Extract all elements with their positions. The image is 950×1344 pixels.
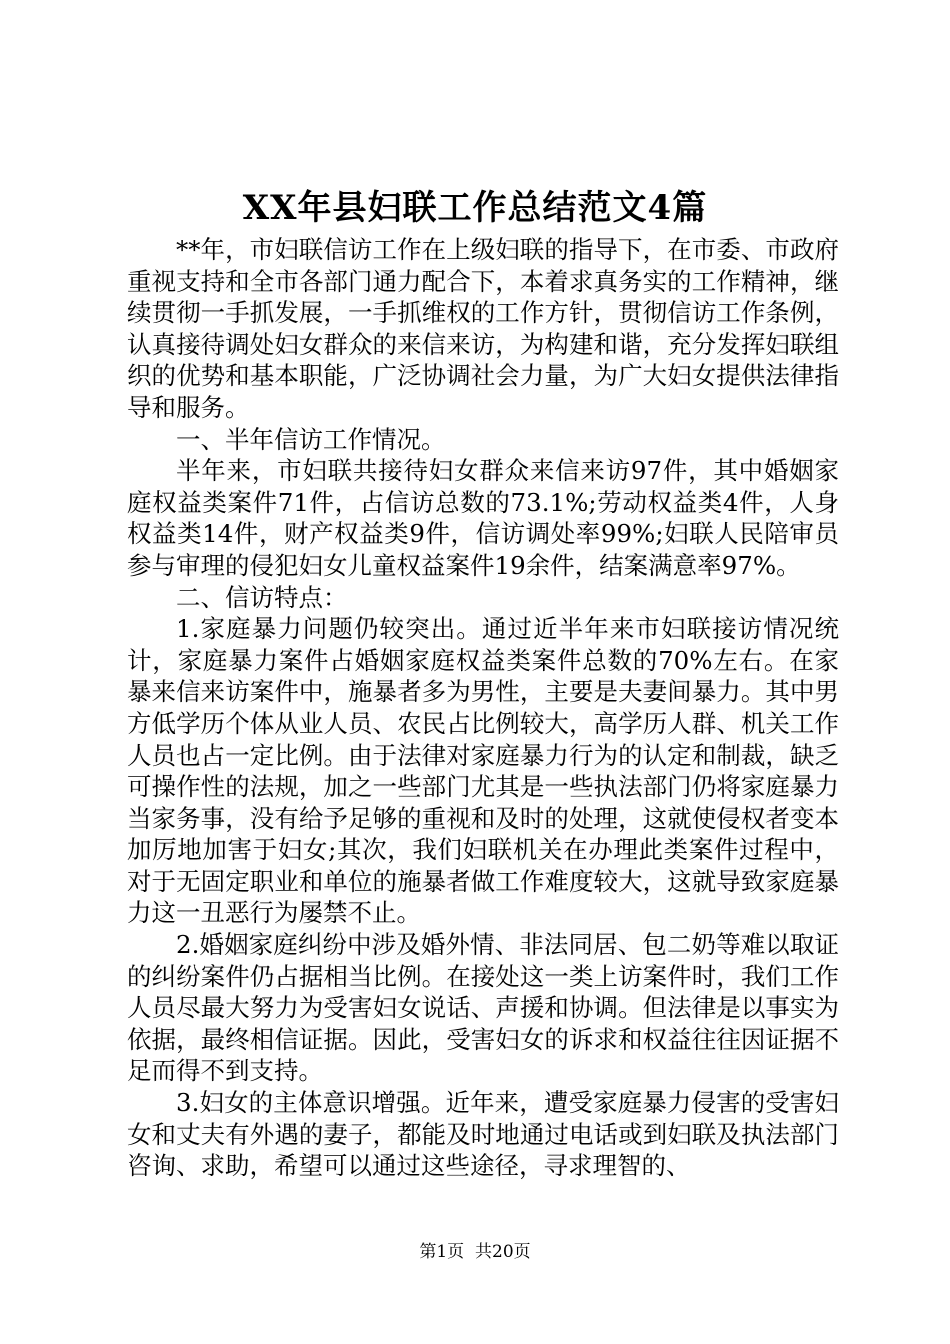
page-footer: [0, 1240, 950, 1264]
point-2-paragraph: 2.婚姻家庭纠纷中涉及婚外情、非法同居、包二奶等难以取证的纠纷案件仍占据相当比例。在接处这一类上访案件时，我们工作人员尽最大努力为受害妇女说话、声援和协调。但法律是以事实为依据，最终相信证据。因此，受害妇女的诉求和权益往往因证据不足而得不到支持。: [127, 930, 839, 1086]
document-body: [127, 234, 839, 1182]
section-heading-1: 一、半年信访工作情况。: [176, 424, 446, 454]
statistics-paragraph: 半年来，市妇联共接待妇女群众来信来访97件，其中婚姻家庭权益类案件71件，占信访总数的73.1%;劳动权益类4件，人身权益类14件，财产权益类9件，信访调处率99%;妇联人民陪审员参与审理的侵犯妇女儿童权益案件19余件，结案满意率97%。: [127, 456, 839, 580]
document-title: XX年县妇联工作总结范文4篇: [242, 188, 708, 228]
page-number: 第1页: [419, 1242, 465, 1262]
total-pages: 共20页: [475, 1242, 531, 1262]
point-1-paragraph: 1.家庭暴力问题仍较突出。通过近半年来市妇联接访情况统计，家庭暴力案件占婚姻家庭权益类案件总数的70%左右。在家暴来信来访案件中，施暴者多为男性，主要是夫妻间暴力。其中男方低学历个体从业人员、农民占比例较大，高学历人群、机关工作人员也占一定比例。由于法律对家庭暴力行为的认定和制裁，缺乏可操作性的法规，加之一些部门尤其是一些执法部门仍将家庭暴力当家务事，没有给予足够的重视和及时的处理，这就使侵权者变本加厉地加害于妇女;其次，我们妇联机关在办理此类案件过程中，对于无固定职业和单位的施暴者做工作难度较大，这就导致家庭暴力这一丑恶行为屡禁不止。: [127, 614, 839, 928]
section-heading-2: 二、信访特点：: [176, 582, 348, 612]
point-3-paragraph: 3.妇女的主体意识增强。近年来，遭受家庭暴力侵害的受害妇女和丈夫有外遇的妻子，都能及时地通过电话或到妇联及执法部门咨询、求助，希望可以通过这些途径，寻求理智的、: [127, 1088, 839, 1181]
intro-paragraph: **年，市妇联信访工作在上级妇联的指导下，在市委、市政府重视支持和全市各部门通力配合下，本着求真务实的工作精神，继续贯彻一手抓发展，一手抓维权的工作方针，贯彻信访工作条例，认真接待调处妇女群众的来信来访，为构建和谐，充分发挥妇联组织的优势和基本职能，广泛协调社会力量，为广大妇女提供法律指导和服务。: [127, 235, 839, 422]
